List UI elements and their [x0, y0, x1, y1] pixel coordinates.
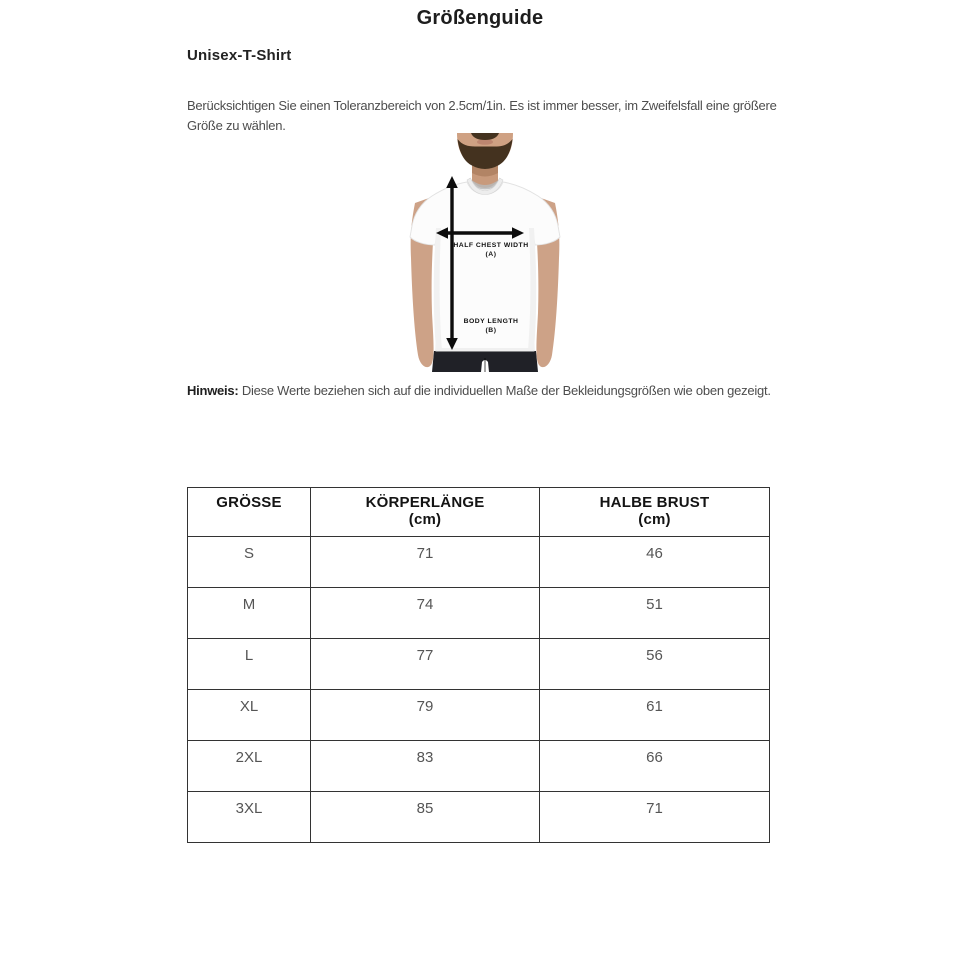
tolerance-note-text: Berücksichtigen Sie einen Toleranzbereich von 2.5cm/1in. Es ist immer besser, im Zweifelsfall eine größere Größe zu wählen.	[187, 98, 777, 133]
length-cell: 71	[311, 537, 540, 588]
table-row	[188, 792, 770, 843]
length-cell: 77	[311, 639, 540, 690]
measurement-diagram	[405, 133, 565, 372]
length-cell: 79	[311, 690, 540, 741]
size-cell: S	[188, 537, 311, 588]
length-cell: 83	[311, 741, 540, 792]
body-length-label: BODY LENGTH	[463, 318, 519, 325]
size-chart-table	[187, 487, 770, 843]
size-cell: XL	[188, 690, 311, 741]
table-row	[188, 639, 770, 690]
table-row	[188, 537, 770, 588]
chest-cell: 66	[540, 741, 770, 792]
size-cell: 3XL	[188, 792, 311, 843]
hinweis-note	[187, 382, 907, 400]
product-heading: Unisex-T-Shirt	[187, 47, 292, 64]
half-chest-key-label: (A)	[485, 251, 497, 258]
column-header-size: GRÖSSE	[188, 488, 311, 537]
tshirt-model-illustration	[405, 133, 565, 372]
chest-cell: 71	[540, 792, 770, 843]
table-row	[188, 741, 770, 792]
length-cell: 74	[311, 588, 540, 639]
table-row	[188, 690, 770, 741]
table-header-row	[188, 488, 770, 537]
table-row	[188, 588, 770, 639]
column-header-body-length: KÖRPERLÄNGE (cm)	[311, 488, 540, 537]
size-cell: 2XL	[188, 741, 311, 792]
chest-cell: 61	[540, 690, 770, 741]
size-cell: L	[188, 639, 311, 690]
half-chest-label: HALF CHEST WIDTH	[453, 242, 529, 249]
chest-cell: 51	[540, 588, 770, 639]
hinweis-label: Hinweis:	[187, 383, 239, 398]
page-title: Größenguide	[416, 7, 544, 29]
hinweis-text: Diese Werte beziehen sich auf die individuellen Maße der Bekleidungsgrößen wie oben gezeigt.	[238, 383, 771, 398]
body-length-key-label: (B)	[485, 327, 497, 334]
size-cell: M	[188, 588, 311, 639]
chest-cell: 46	[540, 537, 770, 588]
length-cell: 85	[311, 792, 540, 843]
chest-cell: 56	[540, 639, 770, 690]
column-header-half-chest: HALBE BRUST (cm)	[540, 488, 770, 537]
